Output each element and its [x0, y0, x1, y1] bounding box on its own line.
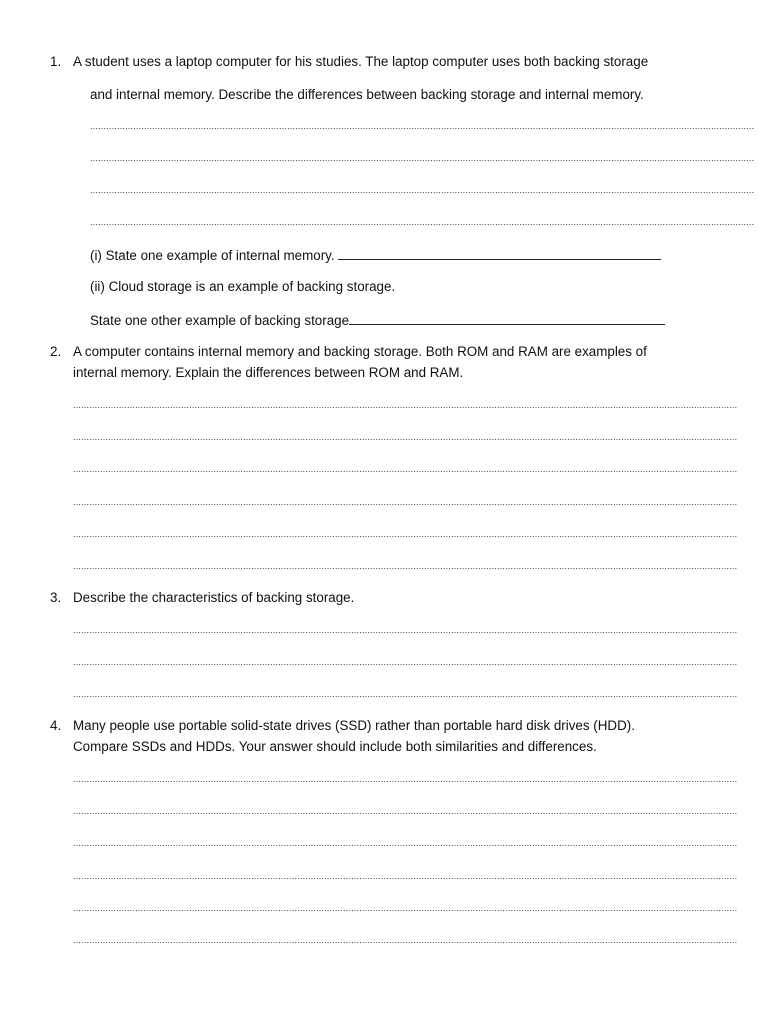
question-1-text-line-1: A student uses a laptop computer for his studies. The laptop computer uses both backing storage	[73, 54, 649, 69]
answer-line[interactable]: ......................................................................................................................................................................................................................................................	[73, 497, 738, 507]
answer-line[interactable]: ......................................................................................................................................................................................................................................................	[73, 689, 738, 699]
answer-underline[interactable]	[338, 246, 661, 260]
answer-line[interactable]: ......................................................................................................................................................................................................................................................	[73, 935, 738, 945]
question-1-part-ii-b	[90, 311, 665, 330]
answer-line[interactable]: ......................................................................................................................................................................................................................................................	[73, 400, 738, 410]
answer-line[interactable]: ......................................................................................................................................................................................................................................................	[90, 185, 755, 195]
answer-line[interactable]: ......................................................................................................................................................................................................................................................	[90, 153, 755, 163]
answer-line[interactable]: ......................................................................................................................................................................................................................................................	[73, 871, 738, 881]
answer-line[interactable]: ......................................................................................................................................................................................................................................................	[73, 838, 738, 848]
question-4-text-line-1: Many people use portable solid-state drives (SSD) rather than portable hard disk drives (HDD).	[73, 718, 635, 733]
question-1-part-ii-text: (ii) Cloud storage is an example of backing storage.	[90, 279, 396, 294]
question-1-part-ii-b-text: State one other example of backing storage	[90, 313, 350, 328]
answer-line[interactable]: ......................................................................................................................................................................................................................................................	[73, 529, 738, 539]
question-2-number: 2.	[50, 344, 62, 359]
question-1-part-i-text: (i) State one example of internal memory.	[90, 248, 335, 263]
question-1-number: 1.	[50, 54, 62, 69]
question-3-text-line-1: Describe the characteristics of backing storage.	[73, 590, 355, 605]
answer-line[interactable]: ......................................................................................................................................................................................................................................................	[73, 774, 738, 784]
answer-line[interactable]: ......................................................................................................................................................................................................................................................	[90, 217, 755, 227]
question-4-text-line-2: Compare SSDs and HDDs. Your answer should include both similarities and differences.	[73, 739, 597, 754]
question-1-text-line-2: and internal memory. Describe the differences between backing storage and internal memory.	[90, 87, 644, 102]
question-1-part-i	[90, 246, 661, 265]
answer-underline[interactable]	[349, 311, 665, 325]
question-3-number: 3.	[50, 590, 62, 605]
question-4-number: 4.	[50, 718, 62, 733]
answer-line[interactable]: ......................................................................................................................................................................................................................................................	[73, 657, 738, 667]
answer-line[interactable]: ......................................................................................................................................................................................................................................................	[90, 121, 755, 131]
answer-line[interactable]: ......................................................................................................................................................................................................................................................	[73, 561, 738, 571]
question-2-text-line-2: internal memory. Explain the differences between ROM and RAM.	[73, 365, 464, 380]
answer-line[interactable]: ......................................................................................................................................................................................................................................................	[73, 432, 738, 442]
answer-line[interactable]: ......................................................................................................................................................................................................................................................	[73, 806, 738, 816]
question-2-text-line-1: A computer contains internal memory and backing storage. Both ROM and RAM are examples of	[73, 344, 647, 359]
answer-line[interactable]: ......................................................................................................................................................................................................................................................	[73, 903, 738, 913]
answer-line[interactable]: ......................................................................................................................................................................................................................................................	[73, 625, 738, 635]
answer-line[interactable]: ......................................................................................................................................................................................................................................................	[73, 464, 738, 474]
